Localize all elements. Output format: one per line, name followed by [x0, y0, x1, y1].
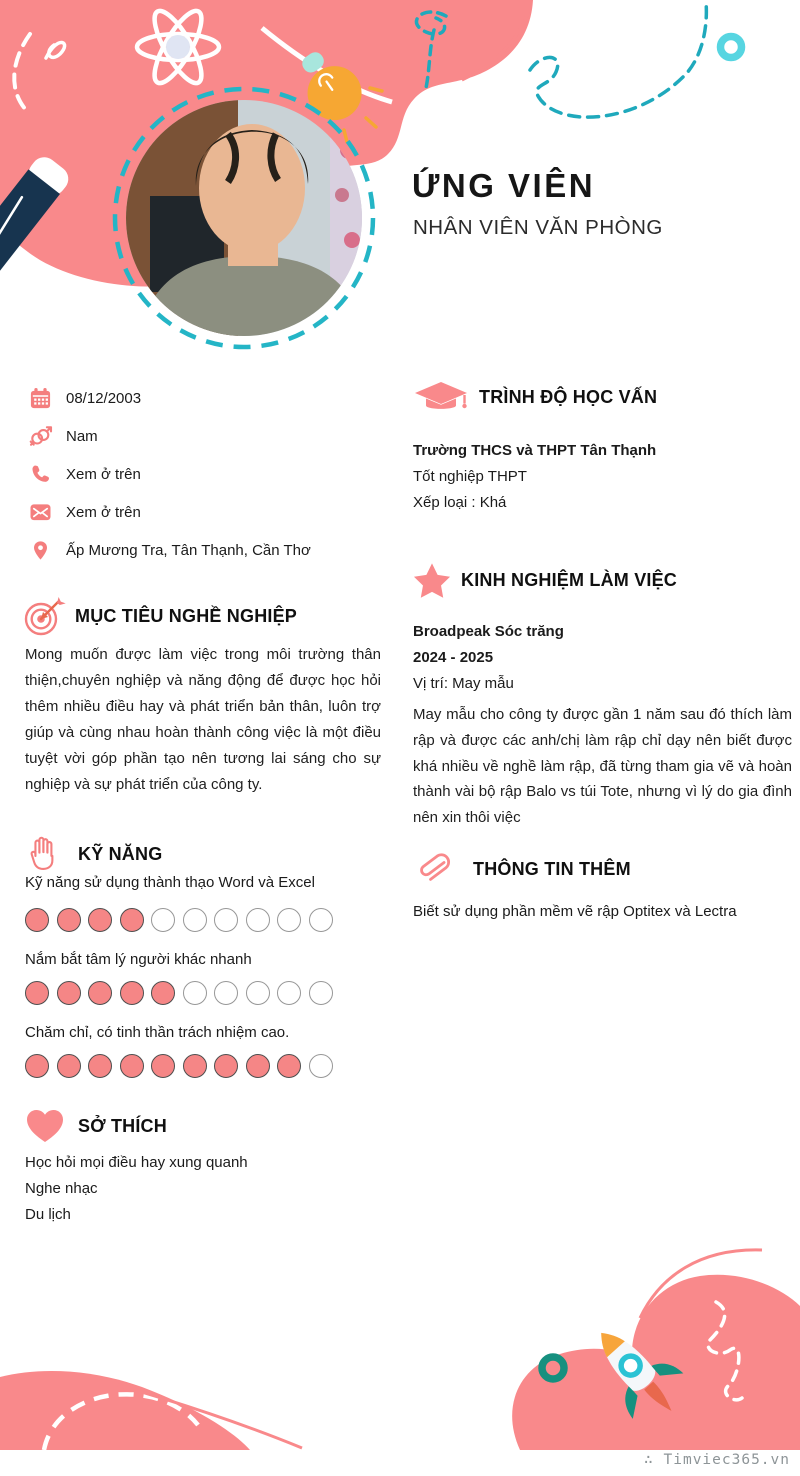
hobby-item: Học hỏi mọi điều hay xung quanh [25, 1154, 248, 1171]
skill-dot [120, 981, 144, 1005]
teal-donut-icon [721, 37, 742, 58]
email-icon [28, 502, 53, 522]
experience-description: May mẫu cho công ty được gần 1 năm sau đó thích làm rập và được các anh/chị làm rập chỉ dạy nên biết được khá nhiều về nghề làm rập, đã từng tham gia vẽ và hoàn thành vài bộ rập Balo vs túi Tote, nhưng vì lý do gia đình nên xin thôi việc [413, 706, 792, 827]
birthday-value: 08/12/2003 [66, 389, 142, 407]
site-watermark: ∴ Timviec365.vn [644, 1452, 790, 1468]
target-dart-icon [22, 594, 75, 638]
additional-title: THÔNG TIN THÊM [473, 858, 631, 879]
skill-dot [277, 981, 301, 1005]
skill-dot [25, 908, 49, 932]
paperclip-icon [413, 848, 473, 890]
contact-row-address [28, 531, 311, 569]
skill-dot [88, 908, 112, 932]
candidate-job-title: NHÂN VIÊN VĂN PHÒNG [413, 216, 663, 239]
skill-dot [214, 1054, 238, 1078]
objective-title: MỤC TIÊU NGHỀ NGHIỆP [75, 605, 298, 626]
bottom-decoration [0, 1246, 800, 1450]
contact-list [28, 379, 311, 569]
additional-body: Biết sử dụng phần mềm vẽ rập Optitex và Lectra [413, 903, 737, 920]
gender-icon [28, 425, 53, 448]
top-decoration [0, 0, 800, 390]
skills-section-header [25, 832, 385, 876]
contact-row-phone [28, 455, 311, 493]
skill-dot [151, 981, 175, 1005]
skill-dot [214, 981, 238, 1005]
skill-dot [120, 908, 144, 932]
experience-company: Broadpeak Sóc trăng [413, 623, 564, 640]
skill-label: Kỹ năng sử dụng thành thạo Word và Excel [25, 874, 315, 891]
skill-dot [246, 908, 270, 932]
skill-dot [277, 1054, 301, 1078]
skill-dots [25, 908, 333, 932]
objective-section-header [22, 594, 382, 638]
hobbies-list [25, 1150, 248, 1228]
candidate-name: ỨNG VIÊN [412, 167, 596, 204]
skill-dot [25, 1054, 49, 1078]
skill-dot [183, 981, 207, 1005]
hobbies-title: SỞ THÍCH [78, 1115, 167, 1136]
star-icon [413, 562, 461, 599]
skill-dot [183, 1054, 207, 1078]
calendar-icon [28, 387, 53, 410]
skill-dot [88, 981, 112, 1005]
contact-row-gender [28, 417, 311, 455]
phone-value: Xem ở trên [66, 465, 141, 483]
skill-dot [214, 908, 238, 932]
experience-period: 2024 - 2025 [413, 649, 494, 666]
skill-dots [25, 1054, 333, 1078]
phone-icon [28, 464, 53, 485]
skill-dot [277, 908, 301, 932]
skill-label: Nắm bắt tâm lý người khác nhanh [25, 951, 252, 968]
skill-dot [25, 981, 49, 1005]
skill-dot [57, 981, 81, 1005]
email-value: Xem ở trên [66, 503, 141, 521]
education-degree: Tốt nghiệp THPT [413, 468, 527, 485]
experience-title: KINH NGHIỆM LÀM VIỆC [461, 569, 678, 590]
skill-dot [151, 1054, 175, 1078]
education-school: Trường THCS và THPT Tân Thạnh [413, 442, 657, 459]
skills-title: KỸ NĂNG [78, 843, 163, 864]
skill-dot [309, 1054, 333, 1078]
education-body [413, 438, 792, 516]
location-icon [28, 539, 53, 562]
skill-dot [183, 908, 207, 932]
gender-value: Nam [66, 427, 98, 445]
skill-dots [25, 981, 333, 1005]
education-grade: Xếp loại : Khá [413, 494, 507, 511]
skill-dot [151, 908, 175, 932]
skill-dot [309, 981, 333, 1005]
contact-row-email [28, 493, 311, 531]
graduation-cap-icon [413, 379, 479, 415]
education-section-header [413, 378, 793, 416]
education-title: TRÌNH ĐỘ HỌC VẤN [479, 386, 658, 407]
skill-dot [120, 1054, 144, 1078]
teal-dashed-arc [530, 2, 706, 117]
skill-dot [57, 908, 81, 932]
additional-section-header [413, 850, 793, 888]
address-value: Ấp Mương Tra, Tân Thạnh, Cần Thơ [66, 541, 311, 559]
hand-icon [25, 832, 78, 876]
pink-blob-bottom-right [512, 1275, 800, 1450]
skill-label: Chăm chỉ, có tinh thần trách nhiệm cao. [25, 1024, 290, 1041]
hobbies-section-header [25, 1106, 385, 1146]
skill-dot [57, 1054, 81, 1078]
contact-row-birthday [28, 379, 311, 417]
skill-dot [309, 908, 333, 932]
heart-icon [25, 1108, 78, 1144]
skill-dot [246, 981, 270, 1005]
experience-section-header [413, 561, 793, 599]
pink-blob-bottom-left [0, 1371, 250, 1450]
skill-dot [88, 1054, 112, 1078]
experience-position: Vị trí: May mẫu [413, 675, 514, 692]
objective-body: Mong muốn được làm việc trong môi trường thân thiện,chuyên nghiệp và năng động để được học hỏi thêm nhiều điều hay và phát triển bản thân, luôn trợ giúp và cùng nhau hoàn thành công việc là một điều tuyệt vời góp phần tạo nên tương lai sáng cho sự nghiệp và sự phát triển của công ty. [25, 646, 381, 793]
skill-dot [246, 1054, 270, 1078]
hobby-item: Nghe nhạc [25, 1180, 98, 1197]
hobby-item: Du lịch [25, 1206, 71, 1223]
experience-body [413, 619, 792, 831]
